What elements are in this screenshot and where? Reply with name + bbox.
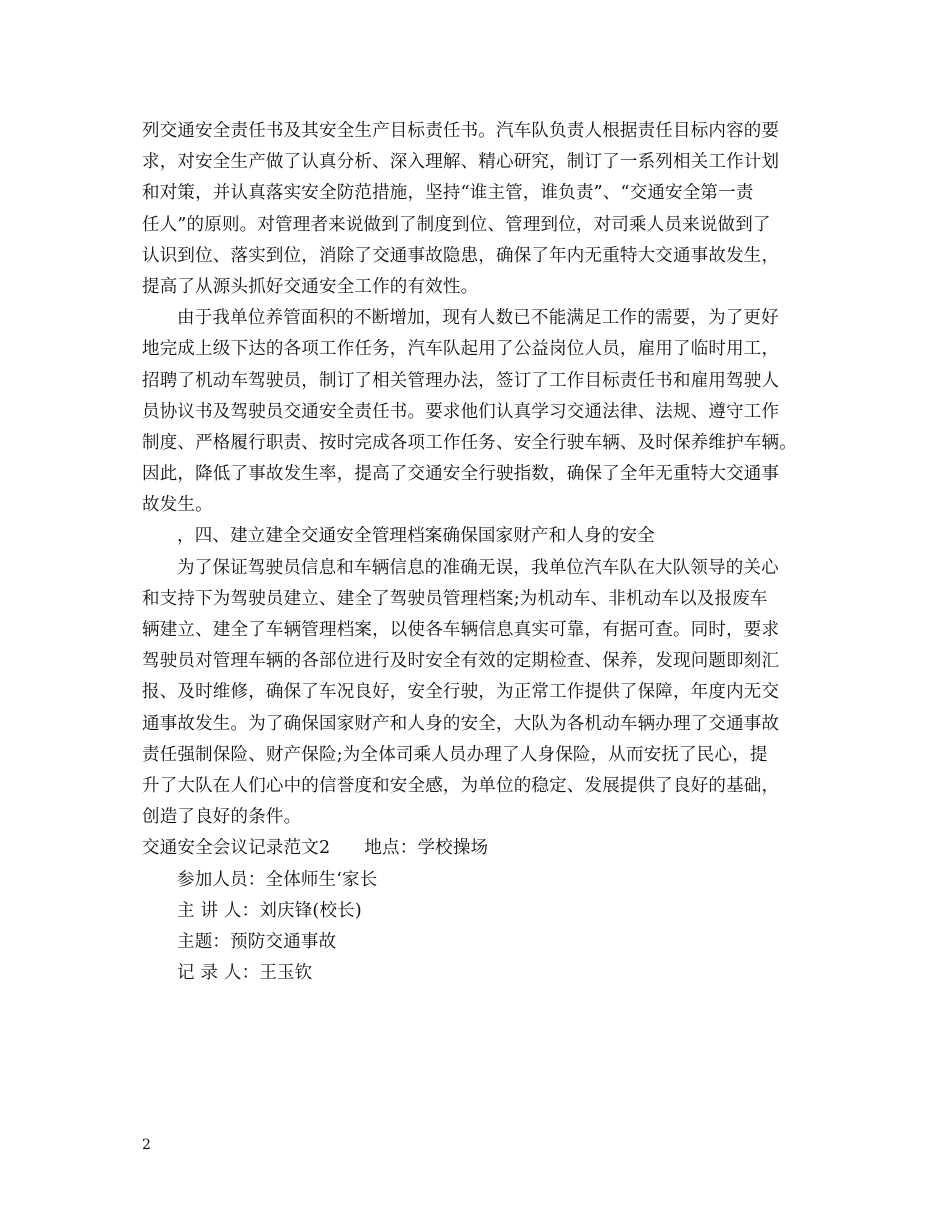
text-line: 因此，降低了事故发生率，提高了交通安全行驶指数，确保了全年无重特大交通事 bbox=[142, 464, 780, 485]
text-line: 招聘了机动车驾驶员，制订了相关管理办法，签订了工作目标责任书和雇用驾驶人 bbox=[142, 370, 780, 391]
document-body bbox=[142, 116, 822, 989]
text-line: 驾驶员对管理车辆的各部位进行及时安全有效的定期检查、保养，发现问题即刻汇 bbox=[142, 651, 780, 672]
text-line: 升了大队在人们心中的信誉度和安全感，为单位的稳定、发展提供了良好的基础， bbox=[142, 775, 780, 796]
text-line: 制度、严格履行职责、按时完成各项工作任务、安全行驶车辆、及时保养维护车辆。 bbox=[142, 432, 797, 453]
text-line: 和支持下为驾驶员建立、建全了驾驶员管理档案;为机动车、非机动车以及报废车 bbox=[142, 588, 768, 609]
text-line: 提高了从源头抓好交通安全工作的有效性。 bbox=[142, 276, 479, 297]
text-line: 员协议书及驾驶员交通安全责任书。要求他们认真学习交通法律、法规、遵守工作 bbox=[142, 401, 780, 422]
meeting-recorder: 记 录 人：王玉钦 bbox=[177, 963, 313, 984]
meeting-topic: 主题：预防交通事故 bbox=[177, 931, 337, 952]
meeting-participants: 参加人员：全体师生‘家长 bbox=[177, 869, 378, 890]
section-heading: ，四、建立建全交通安全管理档案确保国家财产和人身的安全 bbox=[177, 526, 655, 547]
text-line: 故发生。 bbox=[142, 495, 213, 516]
meeting-title: 交通安全会议记录范文2 bbox=[142, 838, 331, 859]
meeting-title-line bbox=[142, 833, 822, 864]
paragraph-start-line: 由于我单位养管面积的不断增加，现有人数已不能满足工作的需要，为了更好 bbox=[177, 308, 779, 329]
text-line: 列交通安全责任书及其安全生产目标责任书。汽车队负责人根据责任目标内容的要 bbox=[142, 121, 780, 141]
meeting-location: 地点：学校操场 bbox=[364, 838, 489, 859]
text-line: 地完成上级下达的各项工作任务，汽车队起用了公益岗位人员，雇用了临时用工， bbox=[142, 339, 780, 360]
meeting-speaker: 主 讲 人：刘庆锋(校长) bbox=[177, 900, 362, 921]
paragraph-start-line: 为了保证驾驶员信息和车辆信息的准确无误，我单位汽车队在大队领导的关心 bbox=[177, 557, 779, 578]
page-number: 2 bbox=[142, 1137, 151, 1153]
text-line: 求，对安全生产做了认真分析、深入理解、精心研究，制订了一系列相关工作计划 bbox=[142, 152, 780, 173]
text-line: 辆建立、建全了车辆管理档案，以使各车辆信息真实可靠，有据可查。同时，要求 bbox=[142, 620, 780, 640]
text-line: 任人”的原则。对管理者来说做到了制度到位、管理到位，对司乘人员来说做到了 bbox=[142, 214, 771, 235]
text-line: 创造了良好的条件。 bbox=[142, 807, 302, 828]
text-line: 和对策，并认真落实安全防范措施，坚持“谁主管，谁负责”、“交通安全第一责 bbox=[142, 183, 754, 204]
text-line: 认识到位、落实到位，消除了交通事故隐患，确保了年内无重特大交通事故发生， bbox=[142, 245, 780, 266]
text-line: 通事故发生。为了确保国家财产和人身的安全，大队为各机动车辆办理了交通事故 bbox=[142, 713, 780, 734]
text-line: 报、及时维修，确保了车况良好，安全行驶，为正常工作提供了保障，年度内无交 bbox=[142, 682, 780, 703]
text-line: 责任强制保险、财产保险;为全体司乘人员办理了人身保险，从而安抚了民心，提 bbox=[142, 744, 768, 765]
